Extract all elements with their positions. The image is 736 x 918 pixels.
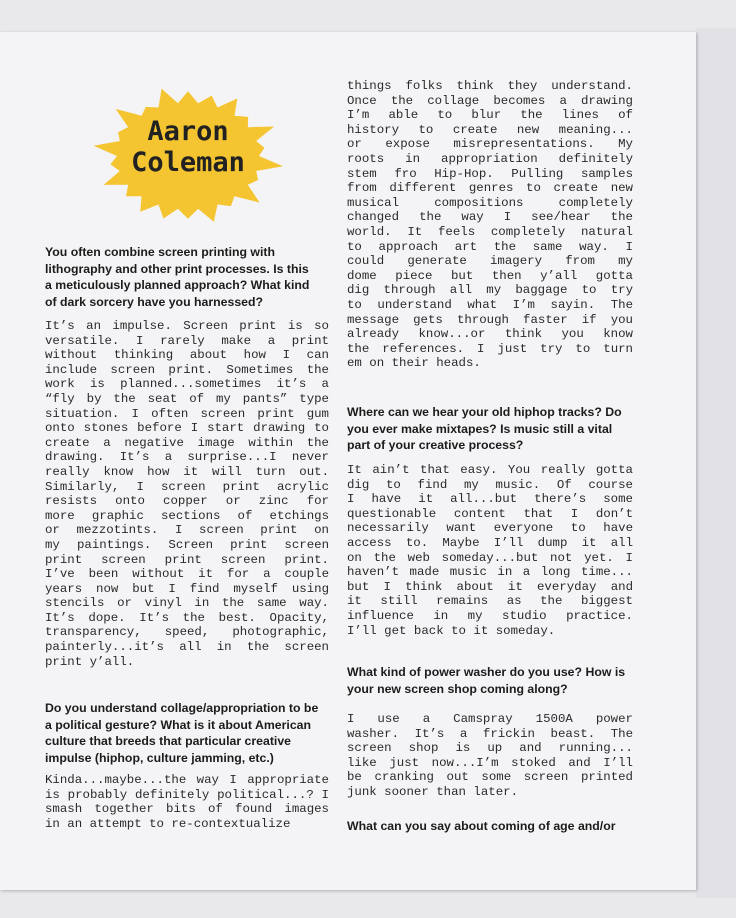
text-line: em on their heads. (347, 356, 481, 371)
text-line: You often combine screen printing with (45, 245, 276, 259)
text-line: dig to find my music. Of course (347, 477, 633, 492)
text-line: Where can we hear your old hiphop tracks? Do (347, 405, 622, 419)
text-line: more graphic sections of etchings (45, 508, 329, 523)
text-line: print y’all. (45, 654, 135, 669)
text-line: drawing. It’s a surprise...I never (45, 450, 329, 465)
text-line: What kind of power washer do you use? How is (347, 665, 626, 679)
text-line: stem fro Hip-Hop. Pulling samples (347, 166, 633, 181)
text-line: it still remains as the biggest (347, 594, 633, 609)
text-line: message gets through faster if you (347, 312, 633, 327)
text-line: a meticulously planned approach? What kind (45, 278, 310, 292)
text-line: part of your creative process? (347, 438, 524, 452)
text-line: It ain’t that easy. You really gotta (347, 463, 633, 477)
text-line: dome piece but then y’all gotta (347, 268, 633, 283)
text-line: changed the way I see/hear the (347, 210, 633, 225)
text-line: I’m able to blur the lines of (347, 108, 633, 123)
text-line: on the web someday...but not yet. I (347, 550, 633, 565)
text-line: necessarily want everyone to have (347, 521, 633, 536)
text-line: could generate imagery from my (347, 254, 633, 269)
text-line: my paintings. Screen print screen (45, 537, 329, 552)
text-line: I’ve been without it for a couple (45, 567, 329, 582)
text-line: world. It feels completely natural (347, 224, 633, 239)
text-line: work is planned...sometimes it’s a (45, 377, 329, 392)
text-line: influence in my studio practice. (347, 608, 633, 623)
text-line: be cranking out some screen printed (347, 770, 633, 785)
text-line: lithography and other print processes. Is this (45, 261, 309, 276)
answer-1 (45, 319, 329, 669)
text-line: Kinda...maybe...the way I appropriate (45, 773, 329, 787)
text-line: washer. It’s a frickin beast. The (347, 726, 633, 741)
title-badge (90, 82, 286, 230)
text-line: I’ll get back to it someday. (347, 623, 556, 638)
text-line: culture that breeds that particular creative (45, 734, 292, 748)
text-line: onto stones before I start drawing to (45, 421, 329, 436)
text-line: I have it all...but there’s some (347, 492, 633, 507)
question-3 (347, 404, 633, 454)
text-line: roots in appropriation definitely (347, 151, 633, 166)
text-line: versatile. I rarely make a print (45, 333, 329, 348)
text-line: Once the collage becomes a drawing (347, 93, 633, 108)
text-line: musical compositions completely (347, 195, 633, 210)
text-line: like just now...I’m stoked and I’ll (347, 755, 633, 770)
text-line: your new screen shop coming along? (347, 681, 568, 696)
next-page-edge (696, 28, 736, 898)
text-line: situation. I often screen print gum (45, 406, 329, 421)
text-line: resists onto copper or zinc for (45, 494, 329, 509)
magazine-page (0, 32, 696, 890)
text-line: dig through all my baggage to try (347, 283, 633, 298)
title-first-name: Aaron (147, 116, 229, 147)
text-line: Do you understand collage/appropriation to be (45, 701, 319, 715)
text-line: access to. Maybe I’ll dump it all (347, 535, 633, 550)
text-line: junk sooner than later. (347, 784, 519, 799)
title-last-name: Coleman (131, 147, 245, 178)
text-line: smash together bits of found images (45, 802, 329, 817)
text-line: to approach art the same way. I (347, 239, 633, 254)
text-line: really know how it will turn out. (45, 464, 329, 479)
text-line: history to create new meaning... (347, 122, 633, 137)
text-line: the references. I just try to turn (347, 341, 633, 356)
text-line: Similarly, I screen print acrylic (45, 479, 329, 494)
text-line: painterly...it’s all in the screen (45, 640, 329, 655)
text-line: or mezzotints. I screen print on (45, 523, 329, 538)
text-line: What can you say about coming of age and/or (347, 819, 616, 833)
text-line: include screen print. Sometimes the (45, 362, 329, 377)
text-line: to understand what I’m sayin. The (347, 297, 633, 312)
text-line: impulse (hiphop, culture jamming, etc.) (45, 750, 274, 765)
text-line: of dark sorcery have you harnessed? (45, 294, 264, 309)
text-line: in an attempt to re-contextualize (45, 816, 291, 831)
answer-4 (347, 712, 633, 800)
text-line: haven’t made music in a long time... (347, 565, 633, 580)
text-line: It’s dope. It’s the best. Opacity, (45, 610, 329, 625)
text-line: questionable content that I don’t (347, 506, 633, 521)
text-line: It’s an impulse. Screen print is so (45, 319, 329, 333)
text-line: create a negative image within the (45, 435, 329, 450)
question-2 (45, 700, 329, 766)
answer-2 (45, 773, 329, 831)
text-line: or expose misrepresentations. My (347, 137, 633, 152)
article-title (90, 116, 286, 178)
text-line: I use a Camspray 1500A power (347, 712, 633, 726)
question-1 (45, 244, 329, 310)
question-5 (347, 818, 633, 835)
text-line: “fly by the seat of my pants” type (45, 391, 329, 406)
answer-2-continued (347, 79, 633, 371)
text-line: but I think about it everyday and (347, 579, 633, 594)
text-line: from different genres to create new (347, 181, 633, 196)
text-line: things folks think they understand. (347, 79, 633, 93)
text-line: screen shop is up and running... (347, 741, 633, 756)
answer-3 (347, 463, 633, 638)
text-line: stencils or vinyl in the same way. (45, 596, 329, 611)
text-line: transparency, speed, photographic, (45, 625, 329, 640)
text-line: print screen print screen print. (45, 552, 329, 567)
question-4 (347, 664, 633, 697)
text-line: without thinking about how I can (45, 348, 329, 363)
text-line: a political gesture? What is it about American (45, 717, 312, 732)
text-line: years now but I find myself using (45, 581, 329, 596)
text-line: you ever make mixtapes? Is music still a vital (347, 421, 613, 436)
text-line: is probably definitely political...? I (45, 787, 329, 802)
text-line: already know...or think you know (347, 327, 633, 342)
